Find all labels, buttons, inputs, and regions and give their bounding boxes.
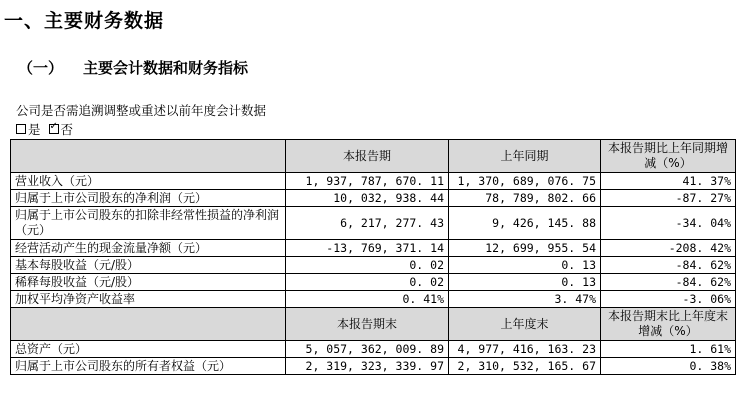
change-value: 0. 38%	[601, 358, 736, 375]
prior-value: 0. 13	[449, 274, 601, 291]
row-label: 归属于上市公司股东的净利润（元）	[11, 190, 286, 207]
header-cell: 本报告期末	[286, 308, 449, 341]
unchecked-box-icon	[16, 124, 26, 134]
header-cell: 本报告期末比上年度末增减（%）	[601, 308, 736, 341]
current-value: 10, 032, 938. 44	[286, 190, 449, 207]
restatement-options	[16, 120, 77, 138]
table-row	[11, 207, 736, 240]
current-value: 6, 217, 277. 43	[286, 207, 449, 240]
prior-value: 9, 426, 145. 88	[449, 207, 601, 240]
header-cell: 上年同期	[449, 140, 601, 173]
table-row	[11, 358, 736, 375]
row-label: 营业收入（元）	[11, 173, 286, 190]
option-no	[49, 120, 74, 138]
option-no-label: 否	[60, 122, 74, 137]
current-value: 0. 41%	[286, 291, 449, 308]
table-row	[11, 341, 736, 358]
table-row	[11, 240, 736, 257]
current-value: 2, 319, 323, 339. 97	[286, 358, 449, 375]
header-cell	[11, 140, 286, 173]
subsection-title: 主要会计数据和财务指标	[83, 59, 249, 77]
table-header-row	[11, 140, 736, 173]
prior-value: 1, 370, 689, 076. 75	[449, 173, 601, 190]
option-yes-label: 是	[28, 122, 41, 137]
change-value: 1. 61%	[601, 341, 736, 358]
table-header-row	[11, 308, 736, 341]
current-value: 5, 057, 362, 009. 89	[286, 341, 449, 358]
subsection-heading	[18, 57, 248, 78]
change-value: -34. 04%	[601, 207, 736, 240]
row-label: 总资产（元）	[11, 341, 286, 358]
row-label: 经营活动产生的现金流量净额（元）	[11, 240, 286, 257]
header-cell: 本报告期比上年同期增减（%）	[601, 140, 736, 173]
current-value: -13, 769, 371. 14	[286, 240, 449, 257]
table-row	[11, 291, 736, 308]
row-label: 稀释每股收益（元/股）	[11, 274, 286, 291]
prior-value: 4, 977, 416, 163. 23	[449, 341, 601, 358]
prior-value: 78, 789, 802. 66	[449, 190, 601, 207]
change-value: -208. 42%	[601, 240, 736, 257]
current-value: 0. 02	[286, 274, 449, 291]
section-heading: 一、主要财务数据	[4, 10, 165, 32]
prior-value: 3. 47%	[449, 291, 601, 308]
prior-value: 2, 310, 532, 165. 67	[449, 358, 601, 375]
row-label: 归属于上市公司股东的扣除非经常性损益的净利润（元）	[11, 207, 286, 240]
prior-value: 12, 699, 955. 54	[449, 240, 601, 257]
change-value: -84. 62%	[601, 274, 736, 291]
change-value: -84. 62%	[601, 257, 736, 274]
row-label: 基本每股收益（元/股）	[11, 257, 286, 274]
change-value: -87. 27%	[601, 190, 736, 207]
table-row	[11, 257, 736, 274]
header-cell: 本报告期	[286, 140, 449, 173]
financial-data-table	[10, 139, 736, 375]
header-cell: 上年度末	[449, 308, 601, 341]
row-label: 加权平均净资产收益率	[11, 291, 286, 308]
checked-box-icon	[49, 124, 59, 134]
row-label: 归属于上市公司股东的所有者权益（元）	[11, 358, 286, 375]
header-cell	[11, 308, 286, 341]
change-value: -3. 06%	[601, 291, 736, 308]
table-row	[11, 190, 736, 207]
table-row	[11, 274, 736, 291]
option-yes	[16, 120, 41, 138]
restatement-question: 公司是否需追溯调整或重述以前年度会计数据	[16, 103, 267, 118]
table-row	[11, 173, 736, 190]
subsection-number: （一）	[18, 59, 64, 77]
current-value: 1, 937, 787, 670. 11	[286, 173, 449, 190]
current-value: 0. 02	[286, 257, 449, 274]
prior-value: 0. 13	[449, 257, 601, 274]
change-value: 41. 37%	[601, 173, 736, 190]
